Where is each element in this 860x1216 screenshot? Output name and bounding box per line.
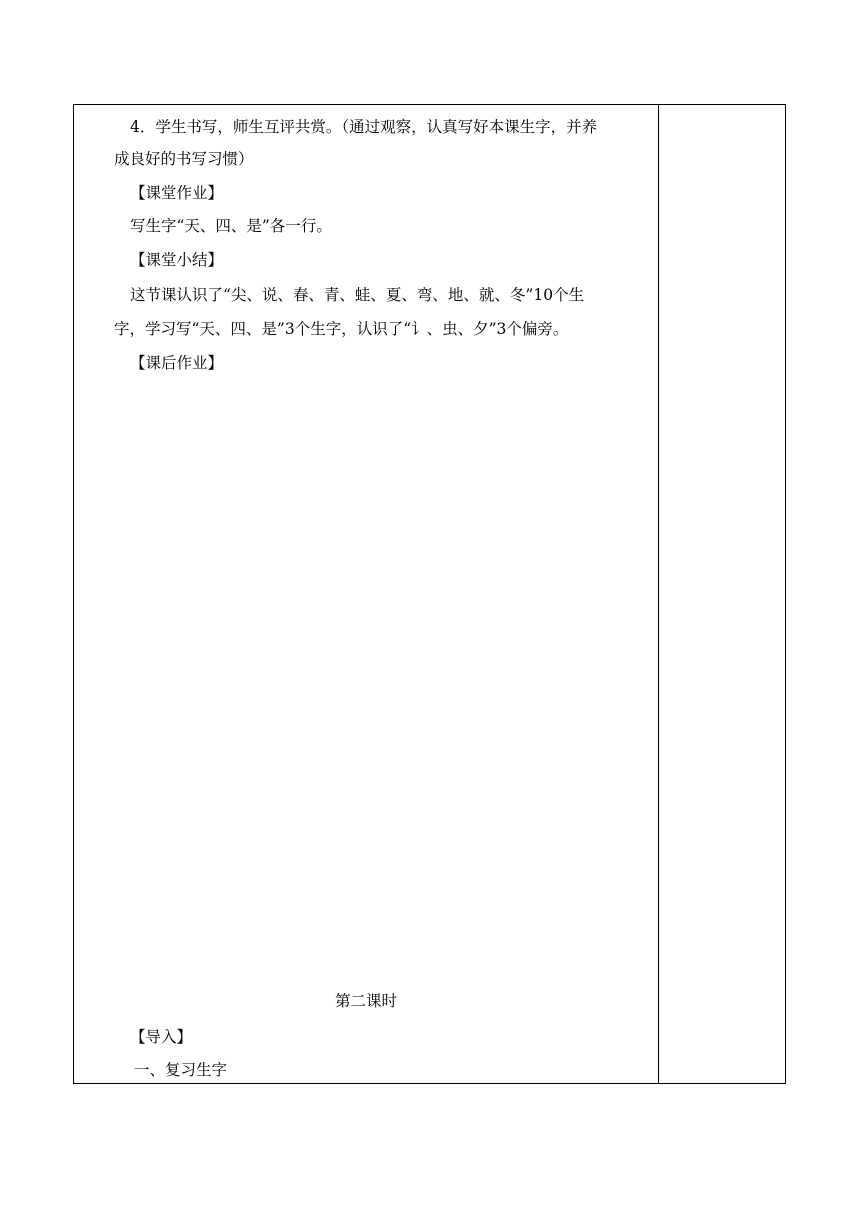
class-summary-line-2: 字，学习写“天、四、是”3个生字，认识了“讠、虫、夕”3个偏旁。 xyxy=(114,320,569,338)
step4-line-1: 4．学生书写，师生互评共赏。（通过观察，认真写好本课生字，并养 xyxy=(130,118,598,136)
lesson-plan-table xyxy=(73,104,786,1084)
lesson-content-cell xyxy=(74,105,658,1083)
review-characters-item: 一、复习生字 xyxy=(134,1061,228,1079)
class-homework-text: 写生字“天、四、是”各一行。 xyxy=(130,217,332,235)
class-summary-heading: 【课堂小结】 xyxy=(130,251,224,269)
notes-cell xyxy=(660,105,785,1083)
column-divider xyxy=(658,105,659,1083)
class-summary-line-1: 这节课认识了“尖、说、春、青、蛙、夏、弯、地、就、冬”10个生 xyxy=(130,286,585,304)
after-class-homework-heading: 【课后作业】 xyxy=(130,354,224,372)
step4-line-2: 成良好的书写习惯） xyxy=(114,150,254,168)
class-homework-heading: 【课堂作业】 xyxy=(130,184,224,202)
intro-heading: 【导入】 xyxy=(130,1028,193,1046)
second-period-title: 第二课时 xyxy=(334,992,397,1010)
